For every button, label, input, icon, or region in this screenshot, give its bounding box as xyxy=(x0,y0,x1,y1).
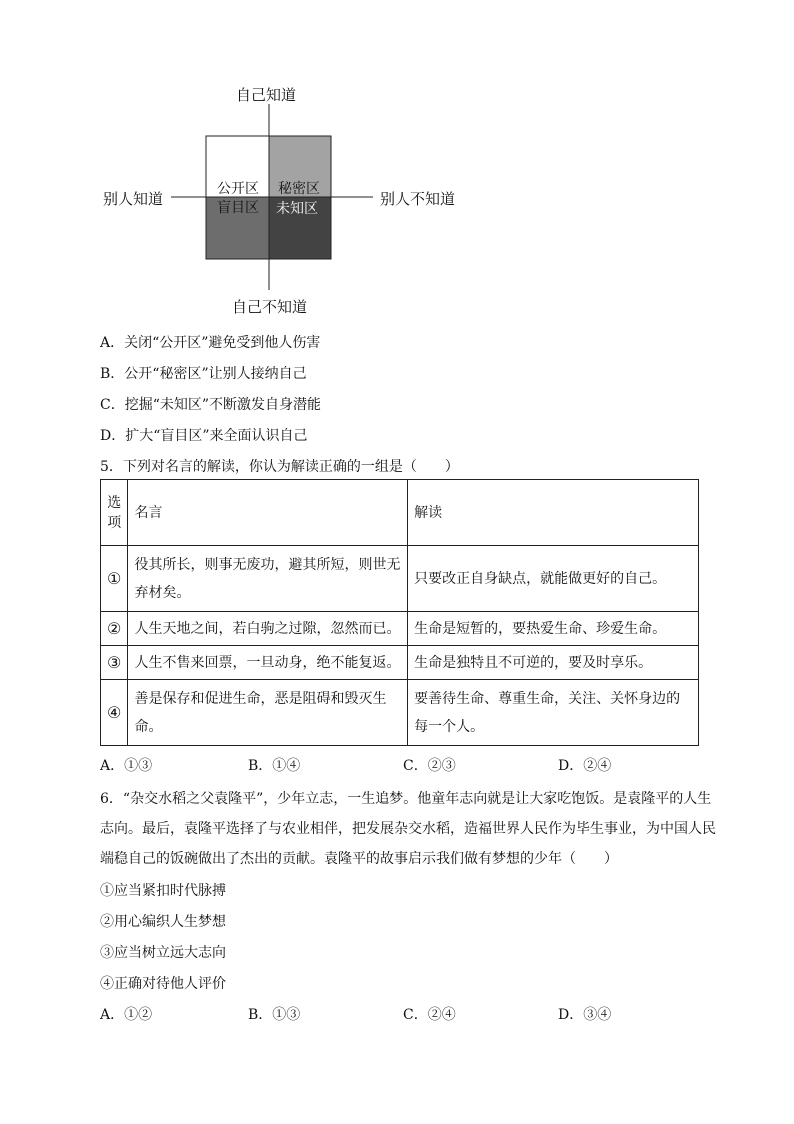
label-unknown-area: 未知区 xyxy=(276,201,318,217)
q6-stem-line-2: 志向。最后，袁隆平选择了与农业相伴，把发展杂交水稻，造福世界人民作为毕生事业，为中国人民 xyxy=(100,821,716,837)
q6-item-1: ①应当紧扣时代脉搏 xyxy=(100,883,226,899)
q5-option-a[interactable]: A．①③ xyxy=(100,758,153,774)
q4-option-c[interactable]: C．挖掘“未知区”不断激发自身潜能 xyxy=(100,397,322,413)
row-reading: 生命是短暂的，要热爱生命、珍爱生命。 xyxy=(408,612,699,646)
row-number: ① xyxy=(101,546,128,612)
q6-option-b[interactable]: B．①③ xyxy=(248,1007,301,1023)
row-quote: 善是保存和促进生命，恶是阻碍和毁灭生命。 xyxy=(128,680,408,746)
q6-option-a[interactable]: A．①② xyxy=(100,1007,153,1023)
q6-stem-line-3: 端稳自己的饭碗做出了杰出的贡献。袁隆平的故事启示我们做有梦想的少年（ ） xyxy=(100,851,618,867)
q6-item-2: ②用心编织人生梦想 xyxy=(100,914,226,930)
row-reading: 只要改正自身缺点，就能做更好的自己。 xyxy=(408,546,699,612)
row-reading: 要善待生命、尊重生命，关注、关怀身边的每一个人。 xyxy=(408,680,699,746)
row-number: ③ xyxy=(101,646,128,680)
q6-option-c[interactable]: C．②④ xyxy=(403,1007,456,1023)
table-header-row xyxy=(101,480,699,546)
label-blind-area: 盲目区 xyxy=(217,200,259,216)
header-quote: 名言 xyxy=(128,480,408,546)
axis-label-right: 别人不知道 xyxy=(380,190,456,208)
q6-stem-line-1: 6．“杂交水稻之父袁隆平”，少年立志，一生追梦。他童年志向就是让大家吃饱饭。是袁隆平的人生 xyxy=(100,791,712,807)
johari-window-diagram xyxy=(0,0,794,330)
label-open-area: 公开区 xyxy=(217,181,259,197)
row-number: ④ xyxy=(101,680,128,746)
table-row xyxy=(101,646,699,680)
axis-label-left: 别人知道 xyxy=(103,190,164,208)
q4-option-b[interactable]: B．公开“秘密区”让别人接纳自己 xyxy=(100,366,307,382)
table-row xyxy=(101,546,699,612)
header-reading: 解读 xyxy=(408,480,699,546)
axis-label-bottom: 自己不知道 xyxy=(232,298,308,316)
q5-stem: 5．下列对名言的解读，你认为解读正确的一组是（ ） xyxy=(100,459,459,475)
q5-table xyxy=(100,479,699,746)
q5-option-b[interactable]: B．①④ xyxy=(248,758,301,774)
row-quote: 人生天地之间，若白驹之过隙，忽然而已。 xyxy=(128,612,408,646)
row-reading: 生命是独特且不可逆的，要及时享乐。 xyxy=(408,646,699,680)
table-row xyxy=(101,612,699,646)
johari-window-graphic xyxy=(0,0,794,330)
q6-item-3: ③应当树立远大志向 xyxy=(100,945,226,961)
q4-option-a[interactable]: A．关闭“公开区”避免受到他人伤害 xyxy=(100,335,321,351)
table-row xyxy=(101,680,699,746)
q6-option-d[interactable]: D．③④ xyxy=(558,1007,612,1023)
q5-option-c[interactable]: C．②③ xyxy=(403,758,456,774)
header-option: 选 项 xyxy=(101,480,128,546)
row-number: ② xyxy=(101,612,128,646)
q4-option-d[interactable]: D．扩大“盲目区”来全面认识自己 xyxy=(100,428,308,444)
q5-option-d[interactable]: D．②④ xyxy=(558,758,612,774)
axis-label-top: 自己知道 xyxy=(236,86,297,104)
label-secret-area: 秘密区 xyxy=(278,181,320,197)
row-quote: 人生不售来回票，一旦动身，绝不能复返。 xyxy=(128,646,408,680)
row-quote: 役其所长，则事无废功，避其所短，则世无弃材矣。 xyxy=(128,546,408,612)
q6-item-4: ④正确对待他人评价 xyxy=(100,976,226,992)
